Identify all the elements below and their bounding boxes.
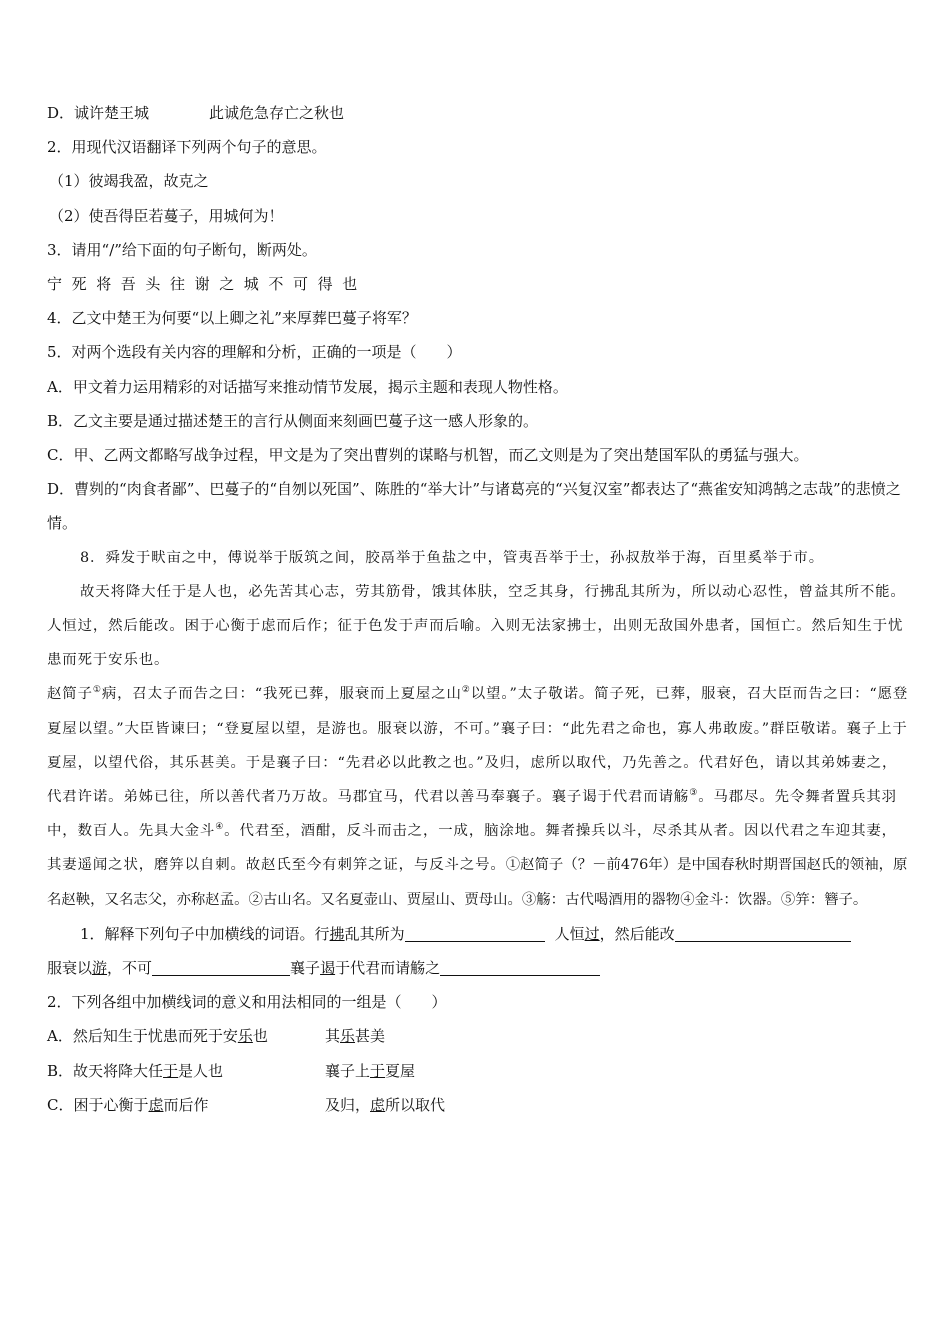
footnote-mark-1: ①: [92, 685, 102, 696]
passage-8-para-1: 8．舜发于畎亩之中，傅说举于版筑之间，胶鬲举于鱼盐之中，管夷吾举于士，孙叔敖举于海，百里奚举于市。: [80, 549, 825, 566]
question-5-option-a: A．甲文着力运用精彩的对话描写来推动情节发展，揭示主题和表现人物性格。: [47, 377, 568, 396]
question-5-option-d: D．曹刿的“肉食者鄙”、巴蔓子的“自刎以死国”、陈胜的“举大计”与诸葛亮的“兴复汉室”都表达了“燕雀安知鸿鹄之志哉”的悲愤之情。: [47, 480, 901, 533]
option-d-line: [47, 96, 909, 130]
underlined-word-you: 游: [92, 959, 108, 978]
question-5-option-b: B．乙文主要是通过描述楚王的言行从侧面来刻画巴蔓子这一感人形象的。: [47, 411, 539, 430]
sub-question-2-option-a: A．然后知生于忧患而死于安乐也 其乐甚美: [47, 1027, 386, 1046]
document-page: [47, 96, 909, 1122]
question-3: 3．请用“/”给下面的句子断句，断两处。: [47, 240, 317, 259]
footnote-mark-4: ④: [215, 822, 225, 833]
underlined-word-guo: 过: [584, 924, 600, 943]
answer-blank-1[interactable]: [405, 923, 545, 942]
question-5: 5．对两个选段有关内容的理解和分析，正确的一项是（ ）: [47, 343, 462, 362]
question-2-item-2: （2）使吾得臣若蔓子，用城何为！: [49, 206, 284, 225]
question-2: 2．用现代汉语翻译下列两个句子的意思。: [47, 138, 327, 157]
footnotes: ①赵简子（？－前476年）是中国春秋时期晋国赵氏的领袖，原名赵鞅，又名志父，亦称赵孟。②古山名。又名夏壶山、贾屋山、贾母山。③觞：古代喝酒用的器物④金斗：饮器。⑤笄：簪子。: [47, 857, 908, 908]
option-d-left: D．诚许楚王城: [47, 104, 150, 122]
option-d-right: 此诚危急存亡之秋也: [209, 104, 345, 122]
footnote-mark-2: ②: [461, 685, 471, 696]
answer-blank-3[interactable]: [152, 957, 290, 976]
footnote-mark-3: ③: [689, 788, 699, 799]
passage-8-para-4: 赵简子①病，召太子而告之曰：“我死已葬，服衰而上夏屋之山②以望。”太子敬诺。简子死，已葬，服衰，召大臣而告之曰：“愿登夏屋以望。”大臣皆谏曰；“登夏屋以望，是游也。服衰以游，不可。”襄子曰：“此先君之命也，寡人弗敢废。”群臣敬诺。襄子上于夏屋，以望代俗，其乐甚美。于是襄子曰：“先君必以此教之也。”及归，虑所以取代，乃先善之。代君好色，请以其弟姊妻之，代君许诺。弟姊已往，所以善代者乃万故。马郡宜马，代君以善马奉襄子。襄子谒于代君而请觞③。马郡尽。先令舞者置兵其羽中，数百人。先具大金斗④。代君至，酒酣，反斗而击之，一成，脑涂地。舞者操兵以斗，尽杀其从者。因以代君之车迎其妻，其妻遥闻之状，磨笄以自刺。故赵氏至今有刺笄之证，与反斗之号。①赵简子（？－前476年）是中国春秋时期晋国赵氏的领袖，原名赵鞅，又名志父，亦称赵孟。②古山名。又名夏壶山、贾屋山、贾母山。③觞：古代喝酒用的器物④金斗：饮器。⑤笄：簪子。: [47, 685, 909, 908]
question-3-sentence: 宁死将吾头往谢之城不可得也: [47, 275, 367, 294]
answer-blank-2[interactable]: [675, 923, 851, 942]
sub-question-1: 1．解释下列句子中加横线的词语。行拂乱其所为 人恒过，然后能改: [47, 917, 909, 951]
question-2-item-1: （1）彼竭我盈，故克之: [49, 172, 209, 191]
sub-question-2-option-b: B．故天将降大任于是人也 襄子上于夏屋: [47, 1061, 416, 1080]
passage-8-para-3: 人恒过，然后能改。困于心衡于虑而后作；征于色发于声而后喻。入则无法家拂士，出则无敌国外患者，国恒亡。然后知生于忧患而死于安乐也。: [47, 618, 904, 669]
question-5-option-c: C．甲、乙两文都略写战争过程，甲文是为了突出曹刿的谋略与机智，而乙文则是为了突出楚国军队的勇猛与强大。: [47, 446, 809, 465]
sub-question-1-cont: 服衰以游，不可 襄子谒于代君而请觞之: [47, 951, 909, 985]
question-4: 4．乙文中楚王为何要“以上卿之礼”来厚葬巴蔓子将军？: [47, 309, 417, 328]
passage-8-para-2: 故天将降大任于是人也，必先苦其心志，劳其筋骨，饿其体肤，空乏其身，行拂乱其所为，所以动心忍性，曾益其所不能。: [80, 583, 906, 600]
underlined-word-ye: 谒: [320, 959, 336, 978]
answer-blank-4[interactable]: [440, 957, 600, 976]
sub-question-2-option-c: C．困于心衡于虑而后作 及归，虑所以取代: [47, 1095, 446, 1114]
underlined-word-fu: 拂: [329, 924, 345, 943]
sub-question-2: 2．下列各组中加横线词的意义和用法相同的一组是（ ）: [47, 993, 447, 1012]
